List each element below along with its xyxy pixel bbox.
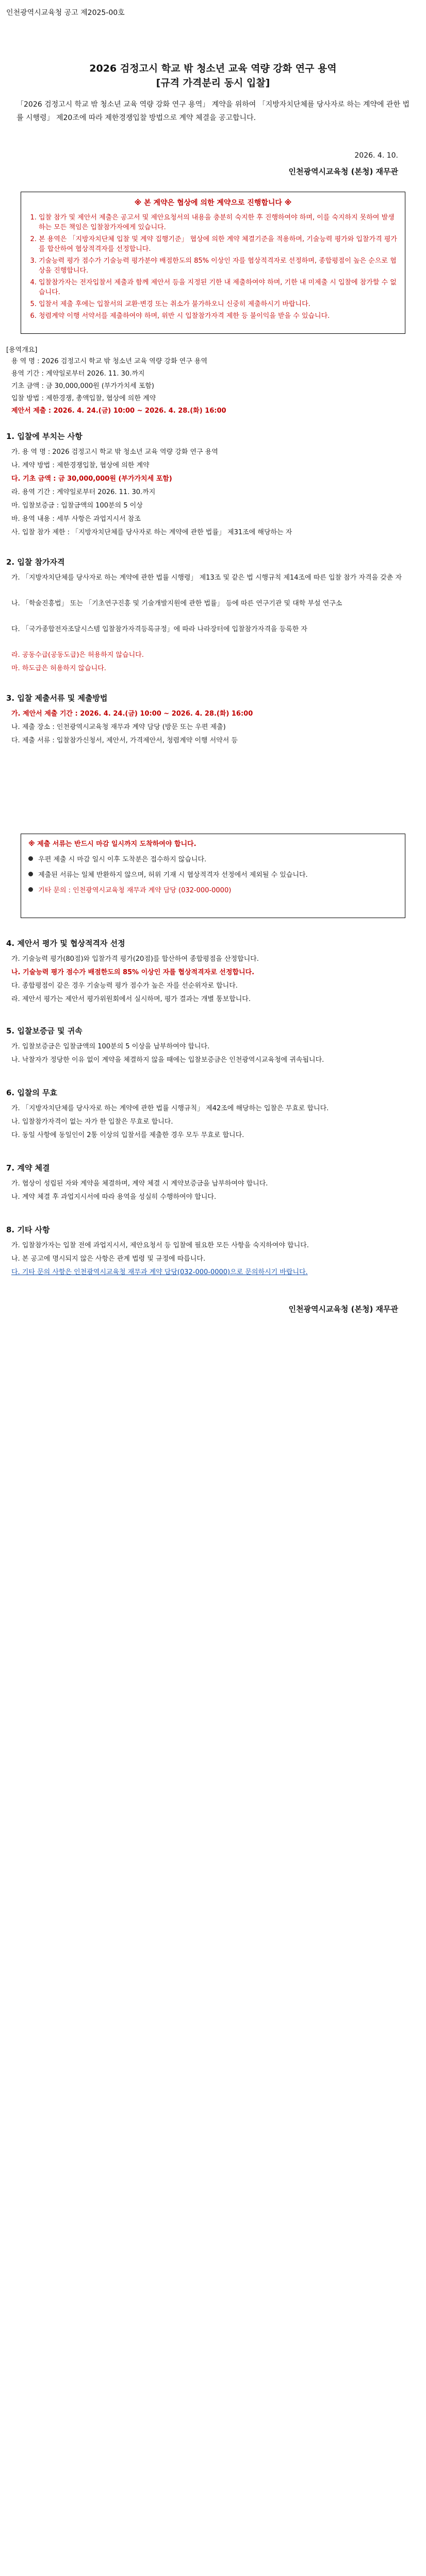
check-row [21,834,405,850]
notice-box-item: 3. 기술능력 평가 점수가 기술능력 평가분야 배점한도의 85% 이상인 자를 협상적격자로 선정하며, 종합평점이 높은 순으로 협상을 진행합니다. [39,256,398,276]
section-item: 나. 계약 방법 : 제한경쟁입찰, 협상에 의한 계약 [11,462,150,469]
section-item: 사. 입찰 참가 제한 : 「지방자치단체를 당사자로 하는 계약에 관한 법률」 제31조에 해당하는 자 [11,529,292,536]
intro-paragraph: 「2026 검정고시 학교 밖 청소년 교육 역량 강화 연구 용역」 계약을 위하여 「지방자치단체를 당사자로 하는 계약에 관한 법률 시행령」 제20조에 따라 제한경쟁입찰 방법으로 계약 체결을 공고합니다. [17,100,409,122]
section-item: 가. 용 역 명 : 2026 검정고시 학교 밖 청소년 교육 역량 강화 연구 용역 [11,448,218,456]
section-item: 바. 용역 내용 : 세부 사항은 과업지시서 참조 [11,515,141,523]
page-subtitle: [규격 가격분리 동시 입찰] [156,77,270,89]
section-item: 라. 용역 기간 : 계약일로부터 2026. 11. 30.까지 [11,488,156,496]
section-item: 가. 협상이 성립된 자와 계약을 체결하며, 계약 체결 시 계약보증금을 납부하여야 합니다. [11,1180,268,1188]
section-heading: 1. 입찰에 부치는 사항 [6,432,83,441]
notice-box-item: 4. 입찰참가자는 전자입찰서 제출과 함께 제안서 등을 지정된 기한 내 제출하여야 하며, 기한 내 미제출 시 입찰에 참가할 수 없습니다. [39,278,398,297]
check-box [21,834,405,918]
section-item: 다. 종합평점이 같은 경우 기술능력 평가 점수가 높은 자를 선순위자로 합니다. [11,982,238,990]
section-heading: 6. 입찰의 무효 [6,1088,58,1097]
section-item: 나. 기술능력 평가 점수가 배점한도의 85% 이상인 자를 협상적격자로 선정합니다. [11,969,255,976]
section-item: 다. 제출 서류 : 입찰참가신청서, 제안서, 가격제안서, 청렴계약 이행 서약서 등 [11,737,238,744]
bullet-dot-icon [28,856,33,861]
issuing-organization: 인천광역시교육청 (본청) 재무관 [288,167,398,176]
section-item: 나. 본 공고에 명시되지 않은 사항은 관계 법령 및 규정에 따릅니다. [11,1255,206,1263]
section-item: 나. 계약 체결 후 과업지시서에 따라 용역을 성실히 수행하여야 합니다. [11,1193,217,1201]
section-item: 다. 기초 금액 : 금 30,000,000원 (부가가치세 포함) [11,475,172,483]
summary-item: 제안서 제출 : 2026. 4. 24.(금) 10:00 ~ 2026. 4. 28.(화) 16:00 [11,407,226,415]
section-item: 가. 입찰참가자는 입찰 전에 과업지시서, 제안요청서 등 입찰에 필요한 모든 사항을 숙지하여야 합니다. [11,1242,309,1249]
check-row-text: 제출된 서류는 일체 반환하지 않으며, 허위 기재 시 협상적격자 선정에서 제외될 수 있습니다. [38,871,308,879]
notice-box [21,192,405,334]
summary-label: [용역개요] [6,346,38,354]
section-heading: 3. 입찰 제출서류 및 제출방법 [6,693,108,703]
section-item: 가. 입찰보증금은 입찰금액의 100분의 5 이상을 납부하여야 합니다. [11,1043,210,1050]
section-item: 마. 입찰보증금 : 입찰금액의 100분의 5 이상 [11,502,143,510]
section-item: 마. 하도급은 허용하지 않습니다. [11,665,106,672]
section-heading: 8. 기타 사항 [6,1225,50,1234]
notice-box-title: ※ 본 계약은 협상에 의한 계약으로 진행합니다 ※ [134,199,292,207]
summary-item: 기초 금액 : 금 30,000,000원 (부가가치세 포함) [11,382,155,390]
notice-number: 인천광역시교육청 공고 제2025-00호 [6,9,125,17]
check-row-text: 기타 문의 : 인천광역시교육청 재무과 계약 담당 (032-000-0000) [38,887,232,894]
notice-box-item: 6. 청렴계약 이행 서약서를 제출하여야 하며, 위반 시 입찰참가자격 제한 등 불이익을 받을 수 있습니다. [39,311,398,321]
section-item: 라. 제안서 평가는 제안서 평가위원회에서 실시하며, 평가 결과는 개별 통보합니다. [11,995,251,1003]
section-item: 나. 제출 장소 : 인천광역시교육청 재무과 계약 담당 (방문 또는 우편 제출) [11,723,226,731]
section-item: 나. 「학술진흥법」 또는 「기초연구진흥 및 기술개발지원에 관한 법률」 등에 따른 연구기관 및 대학 부설 연구소 [11,600,342,607]
summary-item: 용 역 명 : 2026 검정고시 학교 밖 청소년 교육 역량 강화 연구 용역 [11,358,208,365]
section-item: 라. 공동수급(공동도급)은 허용하지 않습니다. [11,651,144,659]
check-row-text: ※ 제출 서류는 반드시 마감 일시까지 도착하여야 합니다. [28,840,196,848]
section-item: 가. 기술능력 평가(80점)와 입찰가격 평가(20점)를 합산하여 종합평점을 산정합니다. [11,955,259,963]
section-item: 나. 낙찰자가 정당한 이유 없이 계약을 체결하지 않을 때에는 입찰보증금은 인천광역시교육청에 귀속됩니다. [11,1056,324,1064]
section-heading: 7. 계약 체결 [6,1163,50,1173]
section-item: 다. 동일 사항에 동일인이 2통 이상의 입찰서를 제출한 경우 모두 무효로 합니다. [11,1131,244,1139]
section-item: 다. 「국가종합전자조달시스템 입찰참가자격등록규정」에 따라 나라장터에 입찰참가자격을 등록한 자 [11,625,307,633]
summary-item: 입찰 방법 : 제한경쟁, 총액입찰, 협상에 의한 계약 [11,395,156,402]
check-row [21,850,405,865]
notice-box-item: 5. 입찰서 제출 후에는 입찰서의 교환·변경 또는 취소가 불가하오니 신중히 제출하시기 바랍니다. [39,299,398,309]
section-item: 가. 「지방자치단체를 당사자로 하는 계약에 관한 법률 시행령」 제13조 및 같은 법 시행규칙 제14조에 따른 입찰 참가 자격을 갖춘 자 [11,574,402,582]
check-row-text: 우편 제출 시 마감 일시 이후 도착분은 접수하지 않습니다. [38,856,207,863]
page-title: 2026 검정고시 학교 밖 청소년 교육 역량 강화 연구 용역 [89,63,337,74]
notice-box-item: 1. 입찰 참가 및 제안서 제출은 공고서 및 제안요청서의 내용을 충분히 숙지한 후 진행하여야 하며, 이를 숙지하지 못하여 발생하는 모든 책임은 입찰참가자에게 있습니다. [39,213,398,232]
check-row [21,880,405,896]
summary-item: 용역 기간 : 계약일로부터 2026. 11. 30.까지 [11,370,145,378]
check-row [21,865,405,880]
notice-box-list [28,213,398,321]
closing-organization: 인천광역시교육청 (본청) 재무관 [288,1304,398,1314]
section-heading: 5. 입찰보증금 및 귀속 [6,1026,83,1036]
section-heading: 4. 제안서 평가 및 협상적격자 선정 [6,939,125,948]
section-item: 나. 입찰참가자격이 없는 자가 한 입찰은 무효로 합니다. [11,1118,173,1126]
section-item: 가. 「지방자치단체를 당사자로 하는 계약에 관한 법률 시행규칙」 제42조에 해당하는 입찰은 무효로 합니다. [11,1105,329,1112]
section-item: 다. 기타 문의 사항은 인천광역시교육청 재무과 계약 담당(032-000-0000)으로 문의하시기 바랍니다. [11,1268,308,1276]
section-heading: 2. 입찰 참가자격 [6,557,65,567]
notice-date: 2026. 4. 10. [354,151,398,160]
section-item: 가. 제안서 제출 기간 : 2026. 4. 24.(금) 10:00 ~ 2026. 4. 28.(화) 16:00 [11,710,253,718]
notice-box-item: 2. 본 용역은 「지방자치단체 입찰 및 계약 집행기준」 협상에 의한 계약 체결기준을 적용하며, 기술능력 평가와 입찰가격 평가를 합산하여 협상적격자를 선정합니다. [39,234,398,254]
bullet-dot-icon [28,872,33,876]
bullet-dot-icon [28,887,33,892]
